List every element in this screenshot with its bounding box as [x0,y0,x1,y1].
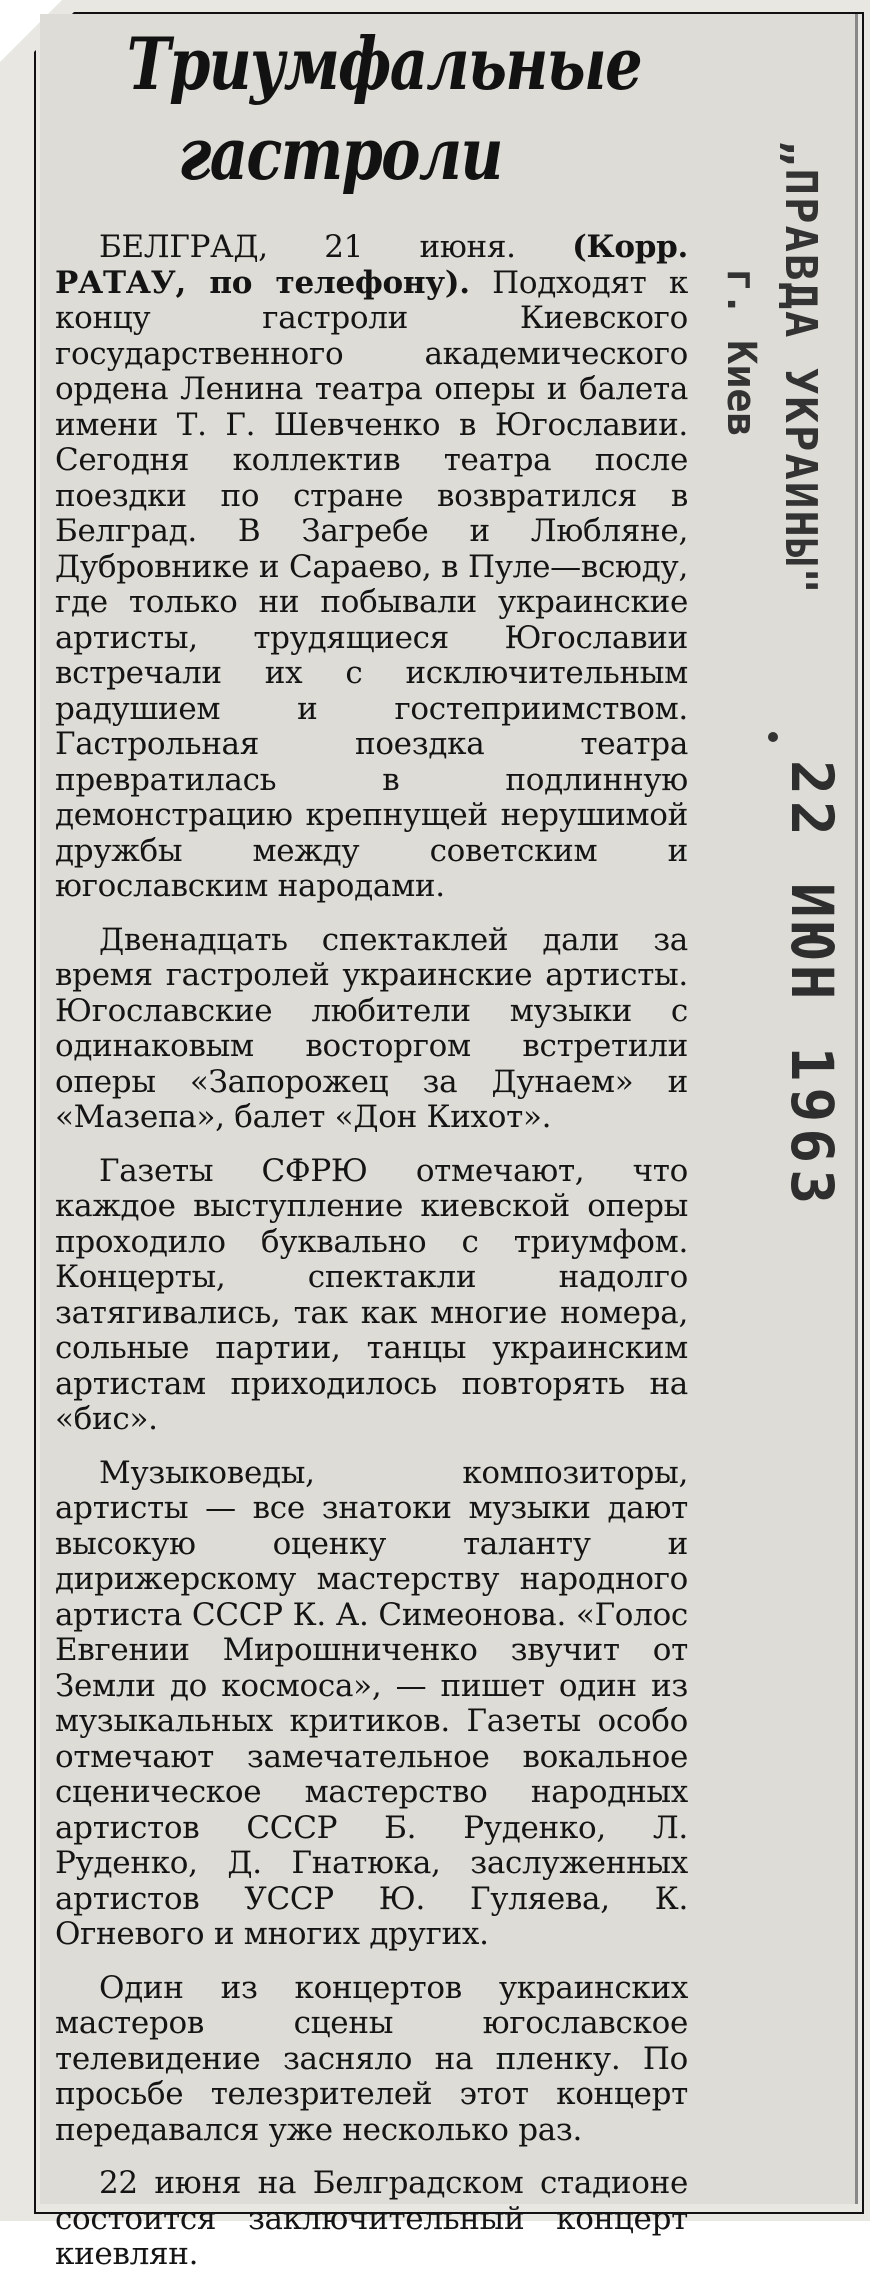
stamp-dot [768,732,778,742]
paragraph-1 [55,230,688,905]
stamp-city: г. Киев [718,268,764,437]
paragraph-3: Газеты СФРЮ отмечают, что каждое выступление киевской оперы проходило буквально с триумфом. Концерты, спектакли надолго затягивались, так как многие номера, сольные партии, танцы украинским артистам приходилось повторять на «бис». [55,1152,688,1437]
headline-line-1: Триумфальные [126,21,642,106]
article-body [55,230,688,2291]
stamp-source: „ПРАВДА УКРАИНЫ" [775,140,826,596]
paragraph-5: Один из концертов украинских мастеров сцены югославское телевидение засняло на пленку. По просьбе телезрителей этот концерт передавался уже несколько раз. [55,1969,688,2148]
stamp-date: 22 ИЮН 1963 [778,760,846,1211]
paragraph-1-text: Подходят к концу гастроли Киевского государственного академического ордена Ленина театра оперы и балета имени Т. Г. Шевченко в Югославии. Сегодня коллектив театра после поездки по стране возвратился в Белград. В Загребе и Любляне, Дубровнике и Сараево, в Пуле—всюду, где только ни побывали украинские артисты, трудящиеся Югославии встречали их с исключительным радушием и гостеприимством. Гастрольная поездка театра превратилась в подлинную демонстрацию крепнущей нерушимой дружбы между советским и югославским народами. [55,264,688,904]
headline-line-2: гастроли [178,111,502,196]
dateline: БЕЛГРАД, 21 июня. [99,229,516,265]
paragraph-4: Музыковеды, композиторы, артисты — все знатоки музыки дают высокую оценку таланту и дирижерскому мастерству народного артиста СССР К. А. Симеонова. «Голос Евгении Мирошниченко звучит от Земли до космоса», — пишет один из музыкальных критиков. Газеты особо отмечают замечательное вокальное сценическое мастерство народных артистов СССР Б. Руденко, Л. Руденко, Д. Гнатюка, заслуженных артистов УССР Ю. Гуляева, К. Огневого и многих других. [55,1454,688,1952]
paragraph-6: 22 июня на Белградском стадионе состоится заключительный концерт киевлян. [55,2165,688,2272]
credit: (Корр. РАТАУ, по телефону). [55,229,688,301]
paragraph-2: Двенадцать спектаклей дали за время гастролей украинские артисты. Югославские любители музыки с одинаковым восторгом встретили оперы «Запорожец за Дунаем» и «Мазепа», балет «Дон Кихот». [55,921,688,1135]
